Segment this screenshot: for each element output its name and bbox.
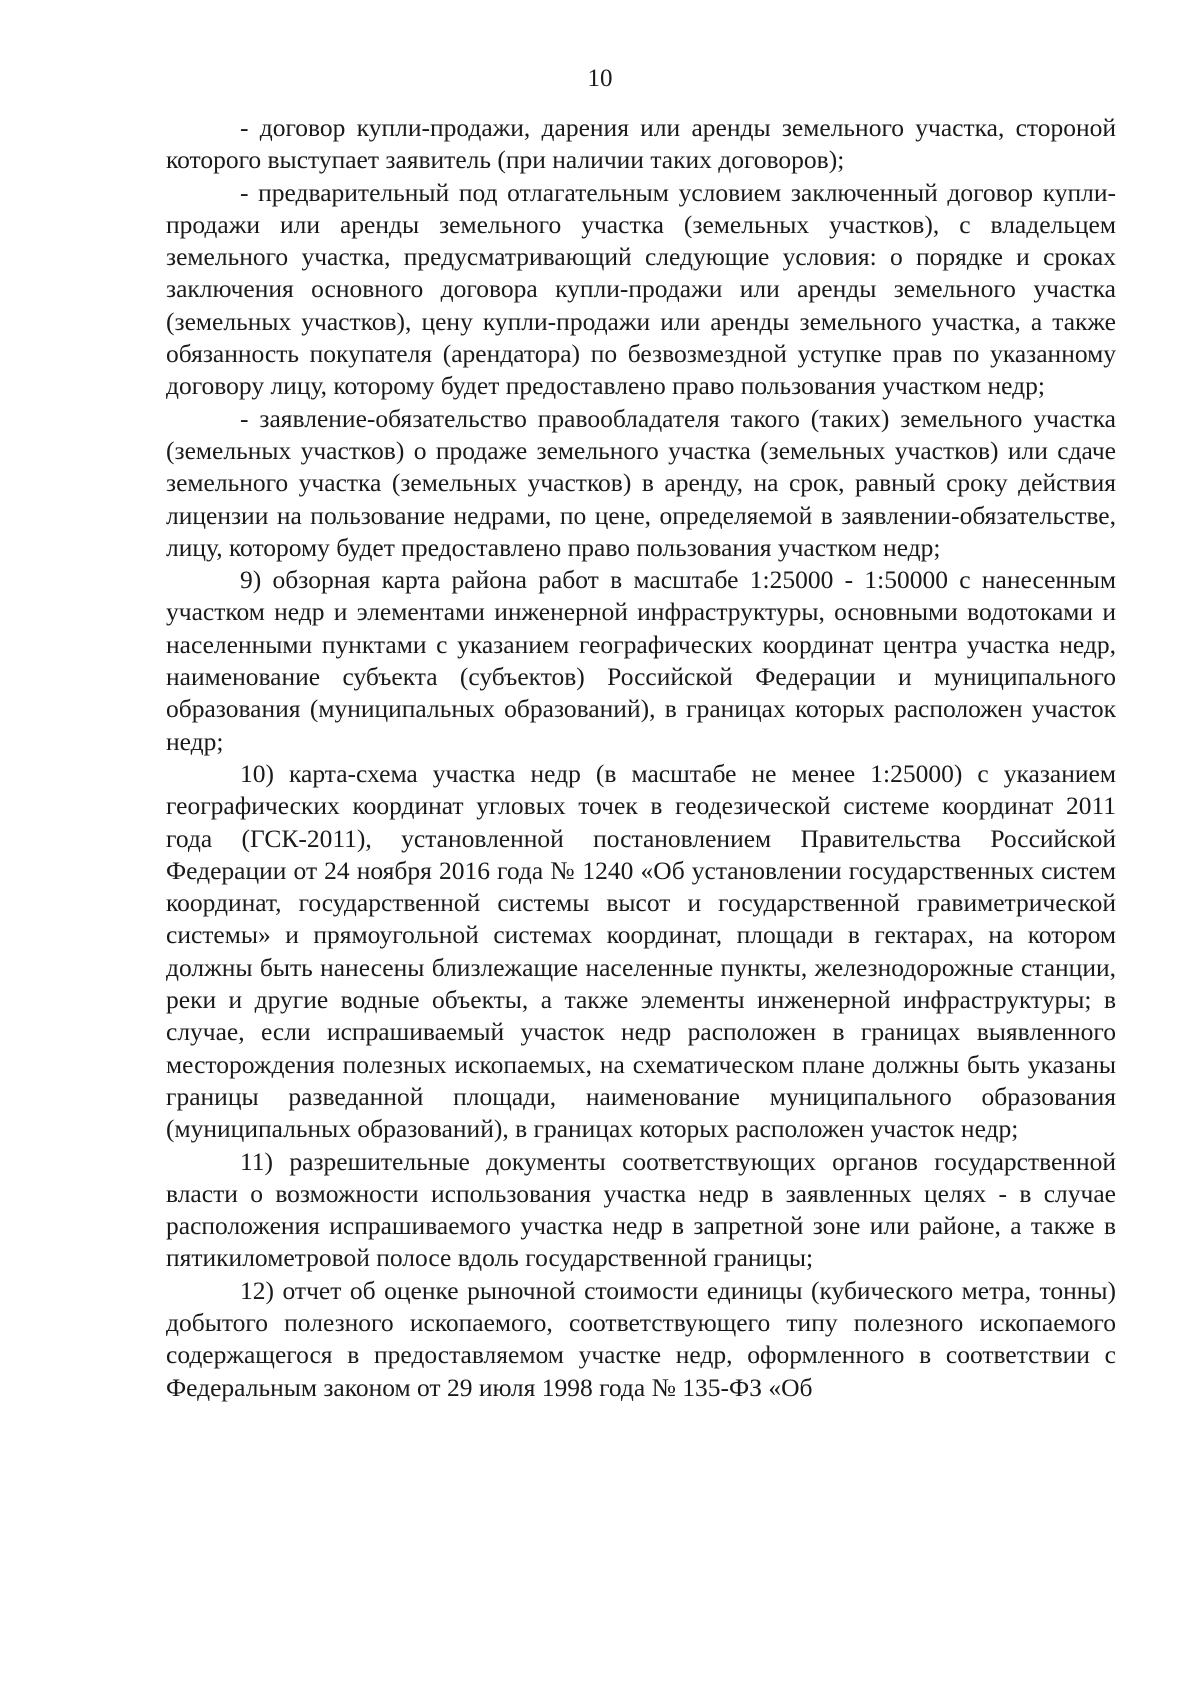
paragraph-preliminary-contract: - предварительный под отлагательным условием заключенный договор купли-продажи или аренды земельного участка (земельных участков), с владельцем земельного участка, предусматривающий следующие условия: о порядке и сроках заключения основного договора купли-продажи или аренды земельного участка (земельных участков), цену купли-продажи или аренды земельного участка, а также обязанность покупателя (арендатора) по безвозмездной уступке прав по указанному договору лицу, которому будет предоставлено право пользования участком недр; bbox=[166, 177, 1116, 401]
paragraph-owner-statement-obligation: - заявление-обязательство правообладателя такого (таких) земельного участка (земельных участков) о продаже земельного участка (земельных участков) или сдаче земельного участка (земельных участков) в аренду, на срок, равный сроку действия лицензии на пользование недрами, по цене, определяемой в заявлении-обязательстве, лицу, которому будет предоставлено право пользования участком недр; bbox=[166, 403, 1116, 562]
document-body bbox=[166, 112, 1116, 1404]
page-number: 10 bbox=[587, 65, 613, 92]
paragraph-item-10-site-scheme-map: 10) карта-схема участка недр (в масштабе не менее 1:25000) с указанием географических координат угловых точек в геодезической системе координат 2011 года (ГСК-2011), установленной постановлением Правительства Российской Федерации от 24 ноября 2016 года № 1240 «Об установлении государственных систем координат, государственной системы высот и государственной гравиметрической системы» и прямоугольной системах координат, площади в гектарах, на котором должны быть нанесены близлежащие населенные пункты, железнодорожные станции, реки и другие водные объекты, а также элементы инженерной инфраструктуры; в случае, если испрашиваемый участок недр расположен в границах выявленного месторождения полезных ископаемых, на схематическом плане должны быть указаны границы разведанной площади, наименование муниципального образования (муниципальных образований), в границах которых расположен участок недр; bbox=[166, 758, 1116, 1144]
paragraph-item-12-valuation-report: 12) отчет об оценке рыночной стоимости единицы (кубического метра, тонны) добытого полезного ископаемого, соответствующего типу полезного ископаемого содержащегося в предоставляемом участке недр, оформленного в соответствии с Федеральным законом от 29 июля 1998 года № 135-ФЗ «Об bbox=[166, 1275, 1116, 1402]
paragraph-sale-donation-lease-contract: - договор купли-продажи, дарения или аренды земельного участка, стороной которого выступает заявитель (при наличии таких договоров); bbox=[166, 113, 1116, 175]
paragraph-item-9-overview-map: 9) обзорная карта района работ в масштабе 1:25000 - 1:50000 с нанесенным участком недр и элементами инженерной инфраструктуры, основными водотоками и населенными пунктами с указанием географических координат центра участка недр, наименование субъекта (субъектов) Российской Федерации и муниципального образования (муниципальных образований), в границах которых расположен участок недр; bbox=[166, 565, 1116, 756]
paragraph-item-11-permit-documents: 11) разрешительные документы соответствующих органов государственной власти о возможности использования участка недр в заявленных целях - в случае расположения испрашиваемого участка недр в запретной зоне или районе, а также в пятикилометровой полосе вдоль государственной границы; bbox=[166, 1146, 1116, 1273]
